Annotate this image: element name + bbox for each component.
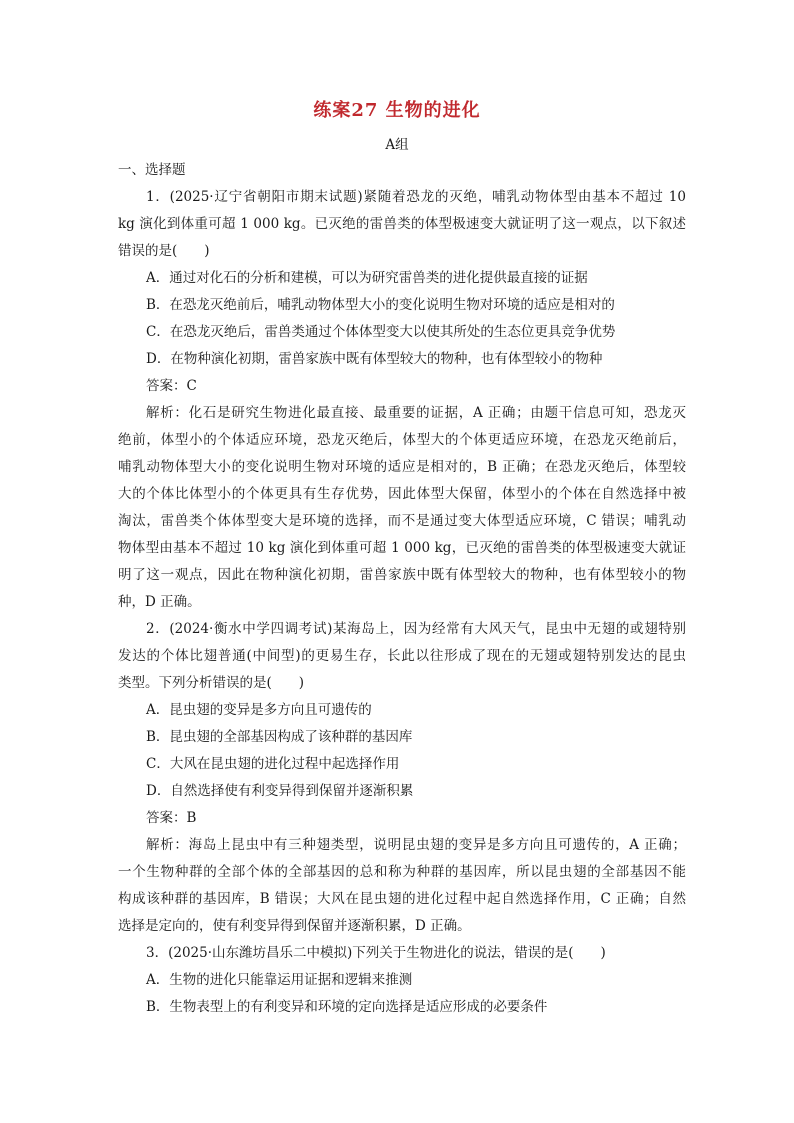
question-2 xyxy=(118,616,686,940)
analysis-line: 绝前，体型小的个体适应环境，恐龙灭绝后，体型大的个体更适应环境，在恐龙灭绝前后， xyxy=(118,432,686,448)
question-stem-line: 2．(2024·衡水中学四调考试)某海岛上，因为经常有大风天气，昆虫中无翅的或翅特别 xyxy=(146,621,686,637)
option-c: C．大风在昆虫翅的进化过程中起选择作用 xyxy=(146,756,400,772)
answer: 答案：C xyxy=(146,378,197,394)
group-label: A组 xyxy=(385,137,409,153)
analysis-line: 大的个体比体型小的个体更具有生存优势，因此体型大保留，体型小的个体在自然选择中被 xyxy=(118,486,686,502)
question-stem-line: kg 演化到体重可超 1 000 kg。已灭绝的雷兽类的体型极速变大就证明了这一观点，以下叙述 xyxy=(118,216,686,232)
question-1 xyxy=(118,184,686,616)
option-d: D．在物种演化初期，雷兽家族中既有体型较大的物种，也有体型较小的物种 xyxy=(146,351,603,367)
analysis-line: 一个生物种群的全部个体的全部基因的总和称为种群的基因库，所以昆虫翅的全部基因不能 xyxy=(118,864,686,880)
analysis-line: 解析：海岛上昆虫中有三种翅类型，说明昆虫翅的变异是多方向且可遗传的，A 正确； xyxy=(146,837,686,853)
analysis-line: 哺乳动物体型大小的变化说明生物对环境的适应是相对的，B 正确；在恐龙灭绝后，体型较 xyxy=(118,459,686,475)
document-body xyxy=(118,157,686,1021)
option-b: B．昆虫翅的全部基因构成了该种群的基因库 xyxy=(146,729,413,745)
option-b: B．生物表型上的有利变异和环境的定向选择是适应形成的必要条件 xyxy=(146,999,548,1015)
analysis-line: 选择是定向的，使有利变异得到保留并逐渐积累，D 正确。 xyxy=(118,918,471,934)
question-3 xyxy=(118,940,686,1021)
option-c: C．在恐龙灭绝后，雷兽类通过个体体型变大以使其所处的生态位更具竞争优势 xyxy=(146,324,616,340)
answer: 答案：B xyxy=(146,810,197,826)
question-stem-line: 3．(2025·山东潍坊昌乐二中模拟)下列关于生物进化的说法，错误的是( ) xyxy=(146,945,606,961)
question-stem-line: 类型。下列分析错误的是( ) xyxy=(118,675,305,691)
option-a: A．通过对化石的分析和建模，可以为研究雷兽类的进化提供最直接的证据 xyxy=(146,270,588,286)
question-stem-line: 1．(2025·辽宁省朝阳市期末试题)紧随着恐龙的灭绝，哺乳动物体型由基本不超过 10 xyxy=(146,189,686,205)
option-d: D．自然选择使有利变异得到保留并逐渐积累 xyxy=(146,783,414,799)
analysis-line: 淘汰，雷兽类个体体型变大是环境的选择，而不是通过变大体型适应环境，C 错误；哺乳动 xyxy=(118,513,686,529)
question-stem-line: 发达的个体比翅普通(中间型)的更易生存，长此以往形成了现在的无翅或翅特别发达的昆虫 xyxy=(118,648,686,664)
page-title: 练案27 生物的进化 xyxy=(313,100,481,121)
analysis-line: 明了这一观点，因此在物种演化初期，雷兽家族中既有体型较大的物种，也有体型较小的物 xyxy=(118,567,686,583)
section-heading: 一、选择题 xyxy=(118,162,186,178)
analysis-line: 种，D 正确。 xyxy=(118,594,201,610)
analysis-line: 物体型由基本不超过 10 kg 演化到体重可超 1 000 kg，已灭绝的雷兽类的体型极速变大就证 xyxy=(118,540,686,556)
option-b: B．在恐龙灭绝前后，哺乳动物体型大小的变化说明生物对环境的适应是相对的 xyxy=(146,297,615,313)
option-a: A．生物的进化只能靠运用证据和逻辑来推测 xyxy=(146,972,413,988)
analysis-line: 构成该种群的基因库，B 错误；大风在昆虫翅的进化过程中起自然选择作用，C 正确；自然 xyxy=(118,891,686,907)
analysis-line: 解析：化石是研究生物进化最直接、最重要的证据，A 正确；由题干信息可知，恐龙灭 xyxy=(146,405,686,421)
question-stem-line: 错误的是( ) xyxy=(118,243,210,259)
option-a: A．昆虫翅的变异是多方向且可遗传的 xyxy=(146,702,372,718)
